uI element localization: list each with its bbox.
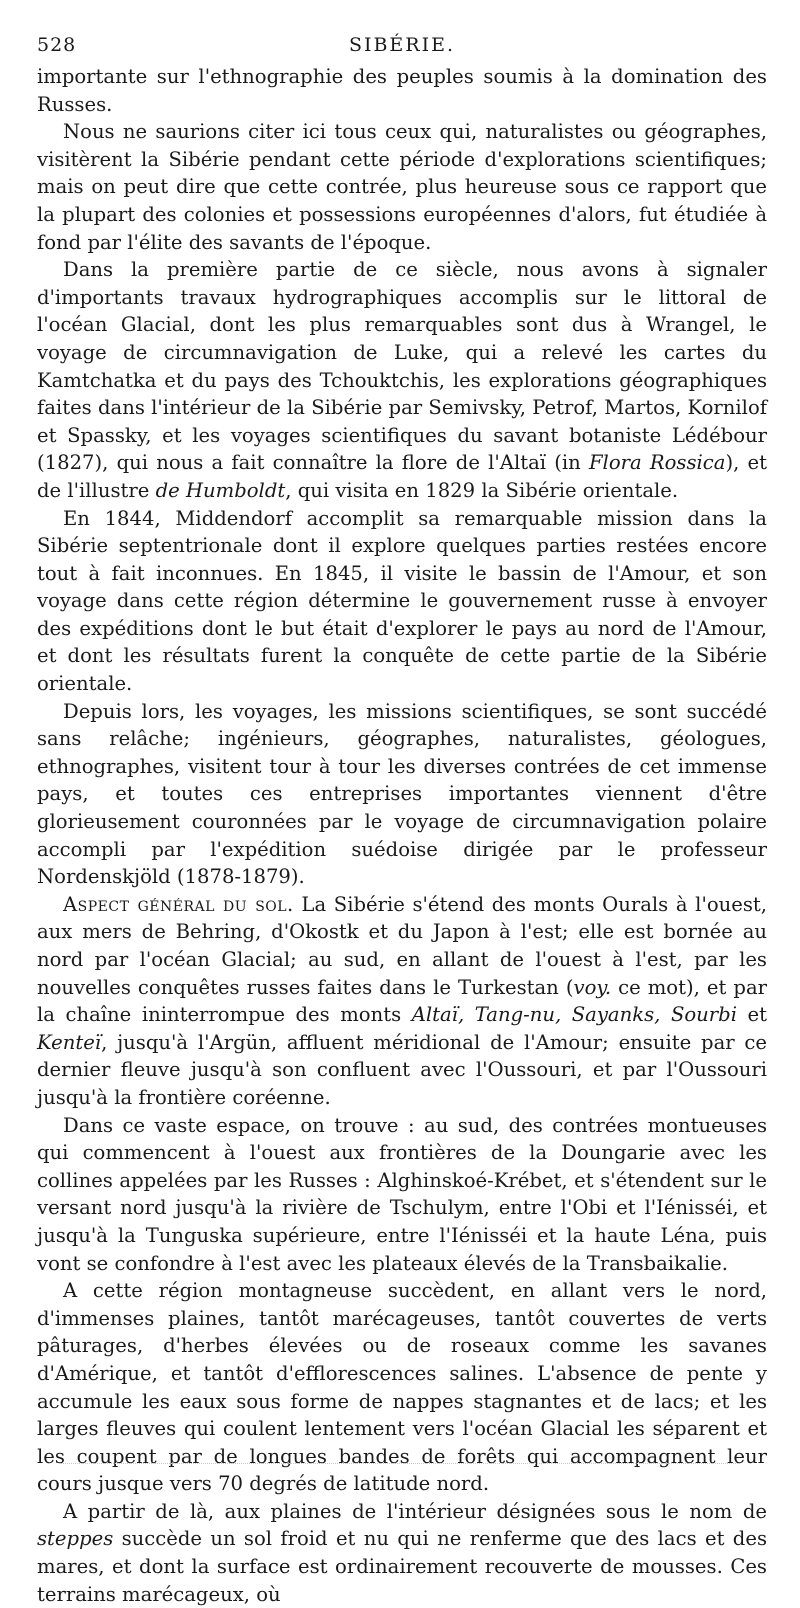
mountain-name-kentei: Kenteï	[37, 1030, 102, 1054]
paragraph-general-aspect	[37, 891, 767, 1112]
paragraph-mountain-regions: Dans ce vaste espace, on trouve : au sud, des contrées montueuses qui commencent à l'ouest aux frontières de la Doungarie avec les collines appelées par les Russes : Alghinskoé-Krébet, et s'étendent sur le versant nord jusqu'à la rivière de Tschulym, entre l'Obi et l'Iénisséi, et jusqu'à la Tunguska supérieure, entre l'Iénisséi et la haute Léna, puis vont se confondre à l'est avec les plateaux élevés de la Transbaikalie.	[37, 1113, 767, 1275]
paragraph-middendorf: En 1844, Middendorf accomplit sa remarquable mission dans la Sibérie septentrionale dont il explore quelques parties restées encore tout à fait inconnues. En 1845, il visite le bassin de l'Amour, et son voyage dans cette région détermine le gouvernement russe à envoyer des expéditions dont le but était d'explorer le pays au nord de l'Amour, et dont les résultats furent la conquête de cette partie de la Sibérie orientale.	[37, 506, 767, 696]
paragraph-text: A partir de là, aux plaines de l'intérieur désignées sous le nom de	[63, 1499, 767, 1523]
mountain-names: Altaï, Tang-nu, Sayanks, Sourbi	[411, 1003, 737, 1027]
paragraph-plains: A cette région montagneuse succèdent, en allant vers le nord, d'immenses plaines, tantôt marécageuses, tantôt couvertes de verts pâturages, d'herbes élevées ou de roseaux comme les savanes d'Amérique, et tantôt d'efflorescences salines. L'absence de pente y accumule les eaux sous forme de nappes stagnantes et de lacs; et les larges fleuves qui coulent lentement vers l'océan Glacial les séparent et les coupent par de longues bandes de forêts qui accompagnent leur cours jusque vers 70 degrés de latitude nord.	[37, 1279, 767, 1496]
abbrev-voy: voy.	[573, 975, 612, 999]
paragraph-missions: Depuis lors, les voyages, les missions scientifiques, se sont succédé sans relâche; ingénieurs, géographes, naturalistes, géologues, ethnographes, visitent tour à tour les diverses contrées de cet immense pays, et toutes ces entreprises importantes viennent d'être glorieusement couronnées par le voyage de circumnavigation polaire accompli par l'expédition suédoise dirigée par le professeur Nordenskjöld (1878-1879).	[37, 699, 767, 889]
paragraph-steppes	[37, 1498, 767, 1608]
paragraph-text: et	[736, 1003, 767, 1027]
term-steppes: steppes	[37, 1527, 114, 1551]
paragraph-text: Dans la première partie de ce siècle, nous avons à signaler d'importants travaux hydrographiques accomplis sur le littoral de l'océan Glacial, dont les plus remarquables sont dus à Wrangel, le voyage de circumnavigation de Luke, qui a relevé les cartes du Kamtchatka et du pays des Tchouktchis, les explorations géographiques faites dans l'intérieur de la Sibérie par Semivsky, Petrof, Martos, Kornilof et Spassky, et les voyages scientifiques du savant botaniste Lédébour (1827), qui nous a fait connaître la flore de l'Altaï (in	[37, 258, 767, 475]
paragraph-text: ), et de l'illustre	[37, 451, 767, 502]
book-page	[37, 30, 767, 1608]
paragraph-text: , qui visita en 1829 la Sibérie orientale.	[285, 478, 679, 502]
paragraph-text: succède un sol froid et nu qui ne renferme que des lacs et des mares, et dont la surface est ordinairement recouverte de mousses. Ces terrains marécageux, où	[37, 1527, 767, 1606]
paragraph-text: , jusqu'à l'Argün, affluent méridional de l'Amour; ensuite par ce dernier fleuve jusqu'à son confluent avec l'Oussouri, et par l'Oussouri jusqu'à la frontière coréenne.	[37, 1030, 767, 1109]
page-number: 528	[37, 34, 77, 56]
paragraph-continued: importante sur l'ethnographie des peuples soumis à la domination des Russes.	[37, 65, 767, 116]
section-heading: Aspect général du sol.	[63, 892, 294, 916]
body-text	[37, 63, 767, 1608]
paragraph-text: La Sibérie s'étend des monts Ourals à l'ouest, aux mers de Behring, d'Okostk et du Japon à l'est; elle est bornée au nord par l'océan Glacial; au sud, en allant de l'ouest à l'est, par les nouvelles conquêtes russes faites dans le Turkestan (	[37, 892, 767, 999]
paragraph-hydrographic-works	[37, 256, 767, 504]
name-humboldt: de Humboldt	[155, 478, 286, 502]
paragraph-scientific-explorers: Nous ne saurions citer ici tous ceux qui, naturalistes ou géographes, visitèrent la Sibérie pendant cette période d'explorations scientifiques; mais on peut dire que cette contrée, plus heureuse sous ce rapport que la plupart des colonies et possessions européennes d'alors, fut étudiée à fond par l'élite des savants de l'époque.	[37, 120, 767, 254]
page-header	[37, 30, 767, 60]
book-title-flora-rossica: Flora Rossica	[588, 451, 726, 475]
paragraph-text: ce mot), et par la chaîne ininterrompue des monts	[37, 975, 767, 1027]
running-title: SIBÉRIE.	[348, 34, 456, 56]
scan-artifact-line	[60, 1463, 740, 1464]
